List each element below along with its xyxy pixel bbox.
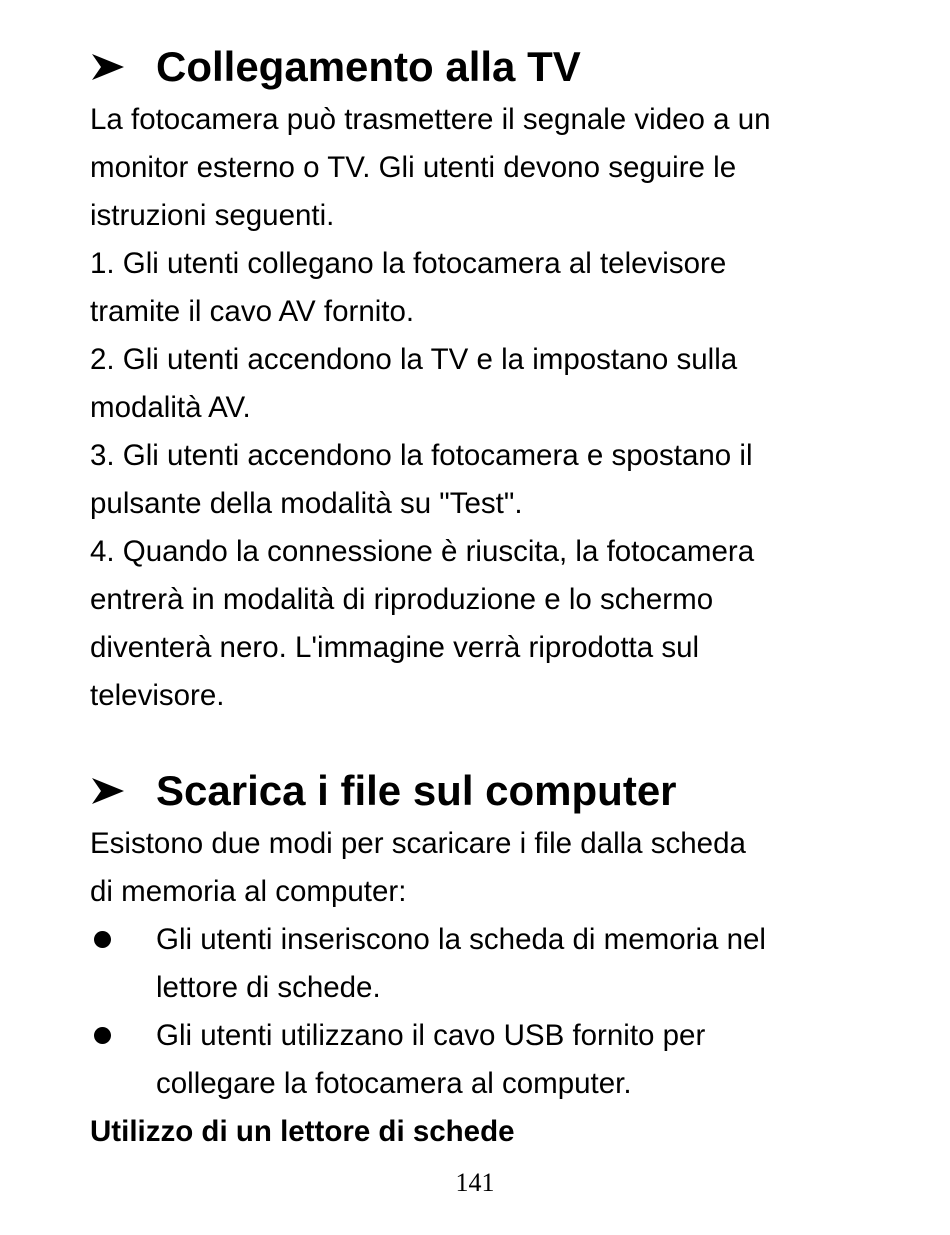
right-arrowhead-icon bbox=[90, 53, 156, 81]
text-line: Esistono due modi per scaricare i file dalla scheda bbox=[90, 827, 746, 860]
intro-paragraph bbox=[90, 96, 880, 240]
bullet-icon bbox=[94, 1027, 111, 1044]
manual-page bbox=[90, 38, 880, 1156]
section-heading-download bbox=[90, 762, 880, 820]
page-number: 141 bbox=[455, 1168, 495, 1197]
text-line: 3. Gli utenti accendono la fotocamera e spostano il bbox=[90, 439, 753, 472]
intro-paragraph bbox=[90, 820, 880, 916]
step-2 bbox=[90, 336, 880, 432]
text-line: pulsante della modalità su "Test". bbox=[90, 487, 523, 520]
text-line: 1. Gli utenti collegano la fotocamera al televisore bbox=[90, 247, 727, 280]
list-item-text bbox=[156, 916, 766, 1012]
right-arrowhead-icon bbox=[90, 777, 156, 805]
section-heading-tv bbox=[90, 38, 880, 96]
bullet-icon bbox=[94, 931, 111, 948]
text-line: monitor esterno o TV. Gli utenti devono seguire le bbox=[90, 151, 737, 184]
text-line: lettore di schede. bbox=[156, 971, 381, 1004]
text-line: La fotocamera può trasmettere il segnale video a un bbox=[90, 103, 771, 136]
text-line: modalità AV. bbox=[90, 391, 251, 424]
step-3 bbox=[90, 432, 880, 528]
text-line: 2. Gli utenti accendono la TV e la impostano sulla bbox=[90, 343, 738, 376]
text-line: televisore. bbox=[90, 679, 225, 712]
text-line: istruzioni seguenti. bbox=[90, 199, 335, 232]
list-item bbox=[90, 1012, 880, 1108]
subheading: Utilizzo di un lettore di schede bbox=[90, 1115, 515, 1148]
text-line: entrerà in modalità di riproduzione e lo schermo bbox=[90, 583, 714, 616]
section-title: Collegamento alla TV bbox=[156, 43, 581, 90]
list-item-text bbox=[156, 1012, 705, 1108]
step-4 bbox=[90, 528, 880, 720]
section-title: Scarica i file sul computer bbox=[156, 767, 677, 814]
text-line: 4. Quando la connessione è riuscita, la fotocamera bbox=[90, 535, 755, 568]
section-spacer bbox=[90, 720, 880, 762]
text-line: di memoria al computer: bbox=[90, 875, 407, 908]
text-line: Gli utenti inseriscono la scheda di memoria nel bbox=[156, 923, 766, 956]
step-1 bbox=[90, 240, 880, 336]
text-line: collegare la fotocamera al computer. bbox=[156, 1067, 632, 1100]
text-line: tramite il cavo AV fornito. bbox=[90, 295, 415, 328]
text-line: diventerà nero. L'immagine verrà riprodotta sul bbox=[90, 631, 700, 664]
text-line: Gli utenti utilizzano il cavo USB fornito per bbox=[156, 1019, 706, 1052]
list-item bbox=[90, 916, 880, 1012]
